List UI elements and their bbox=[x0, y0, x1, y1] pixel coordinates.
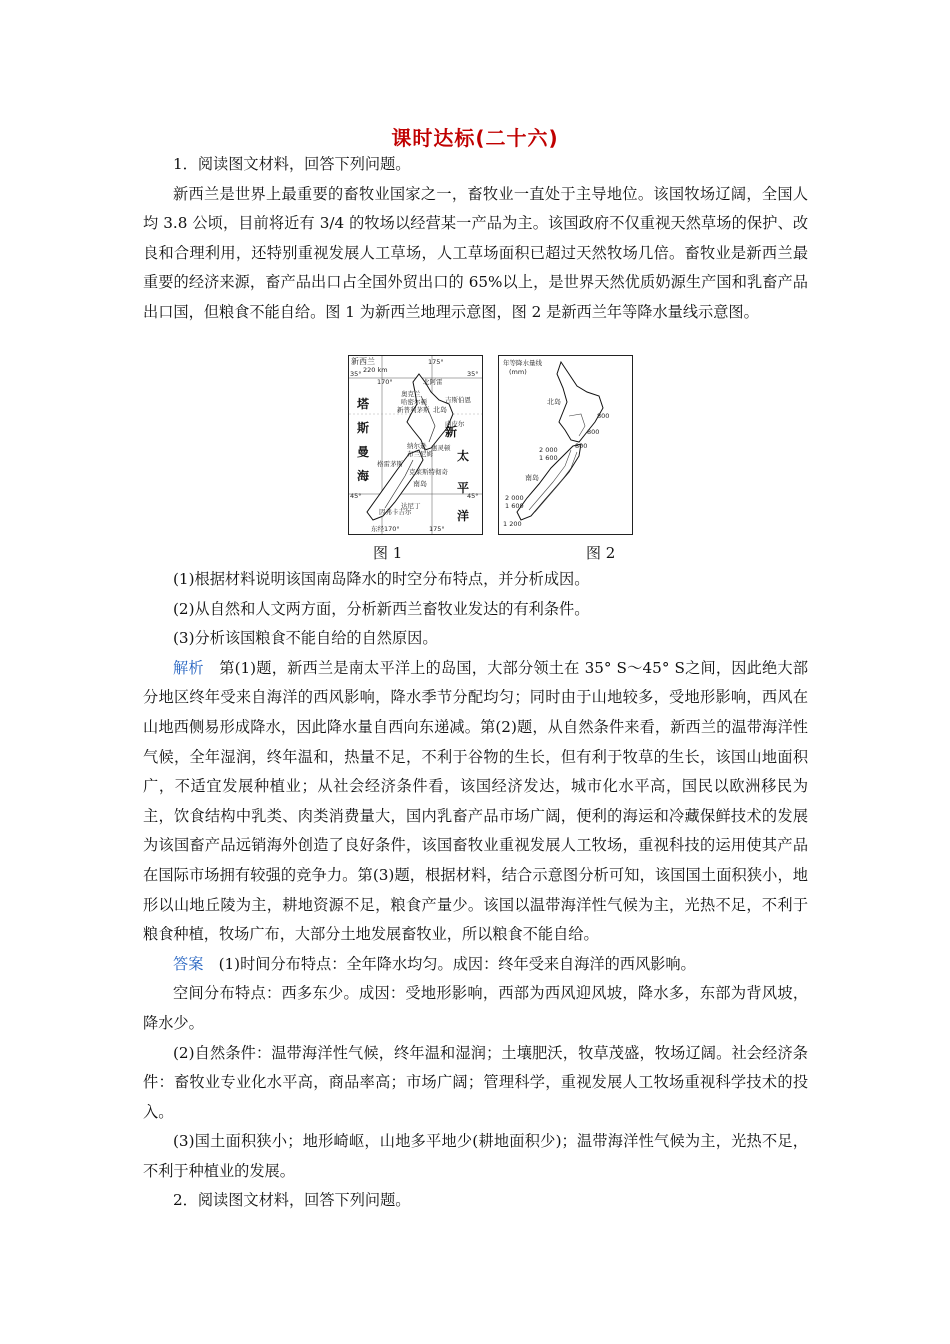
fig1-lat35-left: 35° bbox=[350, 370, 362, 378]
fig1-sea-char-4: 海 bbox=[357, 469, 370, 483]
figure-1-caption: 图 1 bbox=[373, 544, 403, 562]
figure-1-map bbox=[348, 355, 483, 535]
fig1-south-island-label: 南岛 bbox=[413, 480, 427, 488]
fig1-lon170-bottom: 东经170° bbox=[371, 525, 400, 533]
answer-label: 答案 bbox=[173, 954, 204, 973]
q1-sub3: (3)分析该国粮食不能自给的自然原因。 bbox=[173, 629, 438, 648]
fig1-city-i: 布兰尼姆 bbox=[407, 450, 433, 458]
fig2-heading: 年等降水量线 bbox=[503, 359, 542, 367]
fig1-city-b: 奥克兰 bbox=[401, 390, 421, 398]
fig2-iso-e: 800 bbox=[575, 442, 588, 450]
fig1-lon175-bottom: 175° bbox=[429, 525, 445, 533]
q1-material: 新西兰是世界上最重要的畜牧业国家之一，畜牧业一直处于主导地位。该国牧场辽阔，全国人均 3.8 公顷，目前将近有 3/4 的牧场以经营某一产品为主。该国政府不仅重视天然草场的保护、改良和合理利用，还特别重视发展人工草场，人工草场面积已超过天然牧场几倍。畜牧业是新西兰最重要的经济来源，畜产品出口占全国外贸出口的 65%以上，是世界天然优质奶源生产国和乳畜产品出口国，但粮食不能自给。图 1 为新西兰地理示意图，图 2 是新西兰年等降水量线示意图。 bbox=[143, 184, 808, 321]
figure-1-svg bbox=[349, 356, 482, 534]
fig2-iso-a: 800 bbox=[597, 412, 610, 420]
q1-answer-1b: 空间分布特点：西多东少。成因：受地形影响，西部为西风迎风坡，降水多，东部为背风坡，降水少。 bbox=[143, 984, 808, 1032]
fig1-city-g: 纳尔逊 bbox=[407, 442, 427, 450]
fig2-iso-g: 1 600 bbox=[505, 502, 524, 510]
q1-answer-3: (3)国土面积狭小；地形崎岖，山地多平地少(耕地面积少)；温带海洋性气候为主，光热不足，不利于种植业的发展。 bbox=[143, 1132, 808, 1180]
question-1-subquestions bbox=[143, 565, 808, 1216]
question-1-block bbox=[143, 150, 808, 328]
q1-sub2: (2)从自然和人文两方面，分析新西兰畜牧业发达的有利条件。 bbox=[173, 599, 590, 618]
fig1-sea-char-2: 斯 bbox=[357, 421, 370, 435]
fig1-city-c: 哈密尔顿 bbox=[401, 398, 427, 406]
page-title: 课时达标(二十六) bbox=[391, 126, 559, 150]
q1-analysis bbox=[143, 654, 808, 950]
fig2-iso-c: 2 000 bbox=[539, 446, 558, 454]
fig1-ocean-char-1: 太 bbox=[457, 449, 470, 463]
fig1-lon175-top: 175° bbox=[428, 358, 444, 366]
fig1-lat35-right: 35° bbox=[467, 370, 479, 378]
figure-2-svg bbox=[499, 356, 632, 534]
figure-2-map bbox=[498, 355, 633, 535]
q2-intro: 2．阅读图文材料，回答下列问题。 bbox=[173, 1191, 411, 1210]
figure-2-caption: 图 2 bbox=[586, 544, 616, 562]
analysis-text: 第(1)题，新西兰是南太平洋上的岛国，大部分领土在 35° S～45° S之间，因此绝大部分地区终年受来自海洋的西风影响，降水季节分配均匀；同时由于山地较多，受地形影响，西风在山地西侧易形成降水，因此降水量自西向东递减。第(2)题，从自然条件来看，新西兰的温带海洋性气候，全年湿润，终年温和，热量不足，不利于谷物的生长，但有利于牧草的生长，该国山地面积广，不适宜发展种植业；从社会经济条件看，该国经济发达，城市化水平高，国民以欧洲移民为主，饮食结构中乳类、肉类消费量大，国内乳畜产品市场广阔，便利的海运和冷藏保鲜技术的发展为该国畜产品远销海外创造了良好条件，该国畜牧业重视发展人工牧场，重视科技的运用使其产品在国际市场拥有较强的竞争力。第(3)题，根据材料，结合示意图分析可知，该国国土面积狭小，地形以山地丘陵为主，耕地资源不足，粮食产量少。该国以温带海洋性气候为主，光热不足，不利于粮食种植，牧场广布，大部分土地发展畜牧业，所以粮食不能自给。 bbox=[143, 658, 809, 944]
q1-answer-1a bbox=[143, 950, 808, 980]
fig2-north-island-label: 北岛 bbox=[547, 398, 561, 406]
fig2-iso-d: 1 600 bbox=[539, 454, 558, 462]
fig1-sea-char-1: 塔 bbox=[357, 397, 370, 411]
fig1-sea-char-3: 曼 bbox=[357, 445, 370, 459]
fig1-city-k: 克莱斯特彻奇 bbox=[409, 468, 448, 476]
fig2-unit: (mm) bbox=[509, 368, 527, 376]
fig1-country-label: 新西兰 bbox=[351, 357, 375, 366]
fig1-city-d: 新普利茅斯 bbox=[397, 406, 430, 414]
figures-row bbox=[346, 355, 646, 535]
fig1-city-m: 因弗卡吉尔 bbox=[379, 508, 412, 516]
fig2-south-island-label: 南岛 bbox=[525, 474, 539, 482]
fig1-ocean-char-2: 平 bbox=[457, 481, 470, 495]
fig2-iso-b: 800 bbox=[587, 428, 600, 436]
q1-intro: 1．阅读图文材料，回答下列问题。 bbox=[173, 155, 411, 173]
fig1-north-island-label: 北岛 bbox=[433, 406, 447, 414]
fig1-city-h: 惠灵顿 bbox=[431, 444, 451, 452]
q1-sub1: (1)根据材料说明该国南岛降水的时空分布特点，并分析成因。 bbox=[173, 570, 590, 588]
fig1-city-j: 格雷茅斯 bbox=[377, 460, 403, 468]
fig1-lon170-top: 170° bbox=[377, 378, 393, 386]
fig1-city-l: 达尼丁 bbox=[401, 502, 421, 510]
fig1-ocean-char-3: 洋 bbox=[457, 509, 470, 523]
answer-1a-text: (1)时间分布特点：全年降水均匀。成因：终年受来自海洋的西风影响。 bbox=[218, 954, 696, 973]
fig1-city-e: 吉斯伯恩 bbox=[445, 396, 471, 404]
fig1-new-char: 新 bbox=[445, 425, 458, 439]
fig1-city-f: 内皮尔 bbox=[445, 420, 465, 428]
fig1-scale-label: 220 km bbox=[363, 366, 388, 374]
q1-answer-2: (2)自然条件：温带海洋性气候，终年温和湿润；土壤肥沃，牧草茂盛，牧场辽阔。社会经济条件：畜牧业专业化水平高，商品率高；市场广阔；管理科学，重视发展人工牧场重视科学技术的投入。 bbox=[143, 1043, 808, 1121]
fig1-lat45-right: 45° bbox=[467, 492, 479, 500]
fig2-iso-f: 2 000 bbox=[505, 494, 524, 502]
fig1-lat45-left: 45° bbox=[350, 492, 362, 500]
fig2-iso-h: 1 200 bbox=[503, 520, 522, 528]
fig1-city-a: 北阿雷 bbox=[423, 378, 443, 386]
analysis-label: 解析 bbox=[173, 658, 204, 677]
